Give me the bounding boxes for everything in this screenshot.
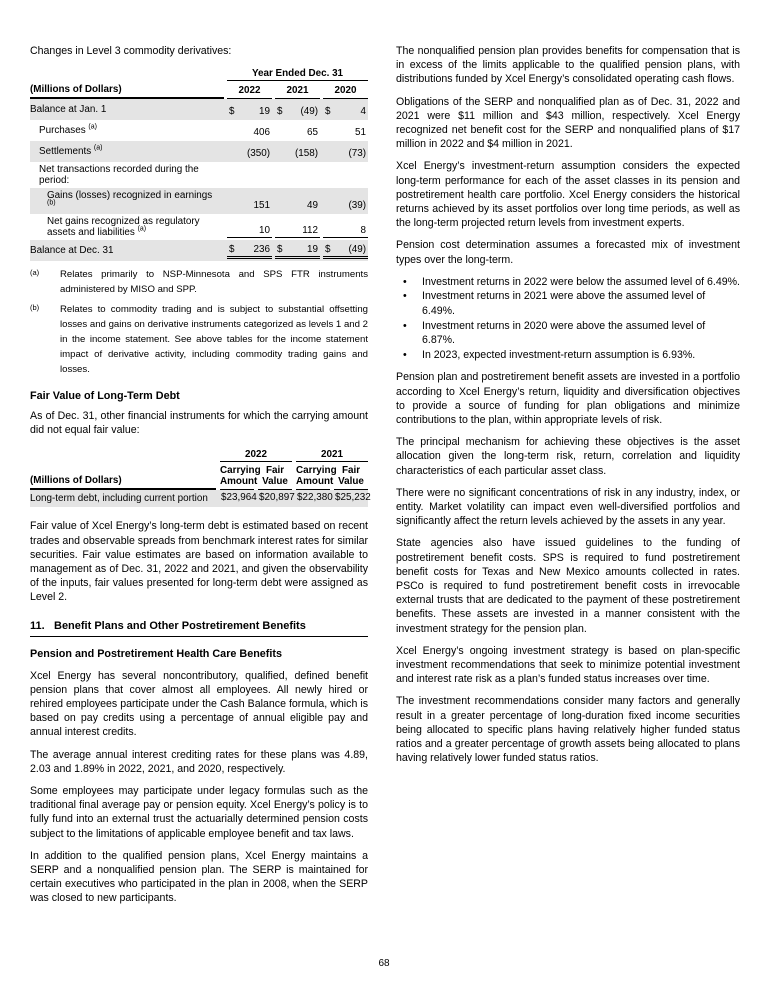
footnote-ref-a: (a) [88,123,97,131]
table-row: Net gains recognized as regulatory assets and liabilities $^{(a)}$ 10 112 8 [47,216,366,238]
bullet-icon: • [403,275,407,288]
footnote-text: Relates primarily to NSP-Minnesota and SPS FTR instruments administered by MISO and SPP. [60,269,368,295]
bullet-icon: • [403,348,407,361]
paragraph: Xcel Energy’s ongoing investment strategy is based on plan-specific investment recommendations that seek to minimize potential investment and interest rate risk as a plan’s funded status increases over time. [396,644,740,686]
table-group-header-row [30,449,368,462]
group-2022: 2022 [220,449,292,462]
footnote-marker: (a) [30,268,40,277]
footnote-b [30,302,368,377]
paragraph: State agencies also have issued guidelines to the funding of postretirement benefit costs. SPS is required to fund postretirement benefit costs for Texas and New Mexico amounts collected in rates. PSCo is required to fund postretirement benefit costs in irrevocable external trusts that are dedicated to the payment of these postretirement benefits. These assets are invested in a manner consistent with the investment strategy for the pension plan. [396,537,740,635]
footnote-marker: (b) [30,303,40,312]
bullet-item: • Investment returns in 2020 were above the assumed level of 6.87%. [396,319,740,348]
fair-value-paragraph: Fair value of Xcel Energy’s long-term debt is estimated based on recent trades and observable spreads from benchmark interest rates for similar securities. Fair value estimates are based on information available to management as of Dec. 31, 2022 and 2021, and given the observability of the inputs, fair values presented for long-term debt were assigned as Level 2. [30,520,368,604]
right-column [396,44,740,914]
footnotes [30,267,368,377]
section-number: 11. [30,619,45,632]
paragraph: The principal mechanism for achieving these objectives is the asset allocation given the long-term risk, return, correlation and liquidity characteristics of each particular asset class. [396,436,740,477]
left-column [30,44,371,914]
paragraph: Obligations of the SERP and nonqualified plan as of Dec. 31, 2022 and 2021 were $11 million and $43 million, respectively. Xcel Energy recognized net benefit cost for the SERP and nonqualified plans of $17 million in 2022 and $4 million in 2021. [396,95,740,151]
table-subheader-row [30,462,368,490]
group-2021: 2021 [296,449,368,462]
subheader-carrying-amount: Carrying Amount [296,462,330,490]
bullet-list [396,275,740,363]
paragraph: Xcel Energy has several noncontributory, qualified, defined benefit pension plans that cover almost all employees. All newly hired or rehired employees participate under the Cash Balance formula, which is based on pay credits using a percentage of annual eligible pay and annual interest credits. [30,669,368,739]
paragraph: Some employees may participate under legacy formulas such as the traditional final average pay or pension equity. Xcel Energy’s policy is to fully fund into an external trust the actuarially determined pension costs subject to the limitations of applicable employee benefit and tax laws. [30,785,368,840]
table-row: Settlements $^{(a)}$ (350) (158) (73) [30,141,368,162]
subheader-fair-value: Fair Value [258,462,292,490]
table-row: Gains (losses) recognized in earnings $^{(b)}$ 151 49 (39) [30,188,368,214]
paragraph: The average annual interest crediting rates for these plans was 4.89, 2.03 and 1.89% in 2022, 2021, and 2020, respectively. [30,748,368,775]
year-2021: 2021 [275,85,320,99]
table-row: Net transactions recorded during the period: [39,164,199,186]
debt-fair-value-table [30,449,371,507]
paragraph: Pension cost determination assumes a forecasted mix of investment types over the long-term. [396,239,740,266]
subheader-carrying-amount: Carrying Amount [220,462,254,490]
table-row: Purchases $^{(a)}$ 406 65 51 [39,123,366,138]
footnote-ref-b: (b) [47,199,56,207]
page-number: 68 [378,958,390,969]
table-row: Long-term debt, including current portion $ 23,964 $ 20,897 $ 22,380 $ 25,232 [30,490,368,507]
paragraph: There were no significant concentrations of risk in any industry, index, or entity. Market volatility can impact even well-diversified portfolios and significantly affect the return levels achieved by the assets in any year. [396,486,740,528]
paragraph: The nonqualified pension plan provides benefits for compensation that is in excess of the limits applicable to the qualified pension plans, with distributions funded by Xcel Energy’s consolidated operating cash flows. [396,45,740,86]
span-header: Year Ended Dec. 31 [227,68,368,81]
footnote-ref-a: (a) [137,225,147,233]
footnote-ref-a: (a) [93,144,103,152]
paragraph: In addition to the qualified pension plans, Xcel Energy maintains a SERP and a nonqualified pension plan. The SERP is maintained for certain executives who participated in the plan in 2008, when the SERP was closed to new participants. [30,849,368,905]
subsection-heading: Pension and Postretirement Health Care Benefits [30,647,282,660]
year-2022: 2022 [227,85,272,99]
paragraph: Xcel Energy’s investment-return assumption considers the expected long-term performance for each of the asset classes in its pension and postretirement health care portfolio. Xcel Energy considers the historical returns achieved by its asset portfolios over long time periods, as well as the long-term projected return levels from investment experts. [396,160,740,230]
bullet-item: • In 2023, expected investment-return assumption is 6.93%. [396,348,740,363]
paragraph: Pension plan and postretirement benefit assets are invested in a portfolio according to Xcel Energy’s return, liquidity and diversification objectives to provide a source of funding for plan obligations and minimize contributions to the plan, within appropriate levels of risk. [396,371,740,427]
bullet-icon: • [403,319,407,332]
millions-label: (Millions of Dollars) [30,84,224,99]
table-row: Balance at Jan. 1 $ 19 $ (49) $ 4 [30,99,368,120]
table-span-header-row [30,68,368,82]
paragraph: The investment recommendations consider many factors and generally result in a greater percentage of long-duration fixed income securities being allocated to specific plans having relatively higher funded status ratios and a greater percentage of growth assets being allocated to plans having relatively lower funded status ratios. [396,695,740,765]
year-2020: 2020 [323,85,368,99]
bullet-item: • Investment returns in 2022 were below the assumed level of 6.49%. [396,275,740,290]
level3-derivatives-table [30,68,368,261]
table-year-header-row [30,84,368,99]
footnote-a [30,267,368,297]
footnote-text: Relates to commodity trading and is subject to substantial offsetting losses and gains on derivative instruments categorized as levels 1 and 2 in the income statement. See above tables for the income statement impact of derivative activity, including commodity trading gains and losses. [60,304,368,375]
table-total-row: Balance at Dec. 31 $ 236 $ 19 $ (49) [30,240,368,261]
section-heading [30,620,368,637]
bullet-icon: • [403,290,407,303]
bullet-item: • Investment returns in 2021 were above the assumed level of 6.49%. [396,289,740,318]
subheader-fair-value: Fair Value [334,462,368,490]
section-title: Benefit Plans and Other Postretirement Benefits [54,619,306,632]
fair-value-heading: Fair Value of Long-Term Debt [30,390,180,402]
fair-value-intro: As of Dec. 31, other financial instruments for which the carrying amount did not equal fair value: [30,410,368,437]
level3-table-title: Changes in Level 3 commodity derivatives: [30,45,232,57]
millions-label: (Millions of Dollars) [30,462,216,490]
